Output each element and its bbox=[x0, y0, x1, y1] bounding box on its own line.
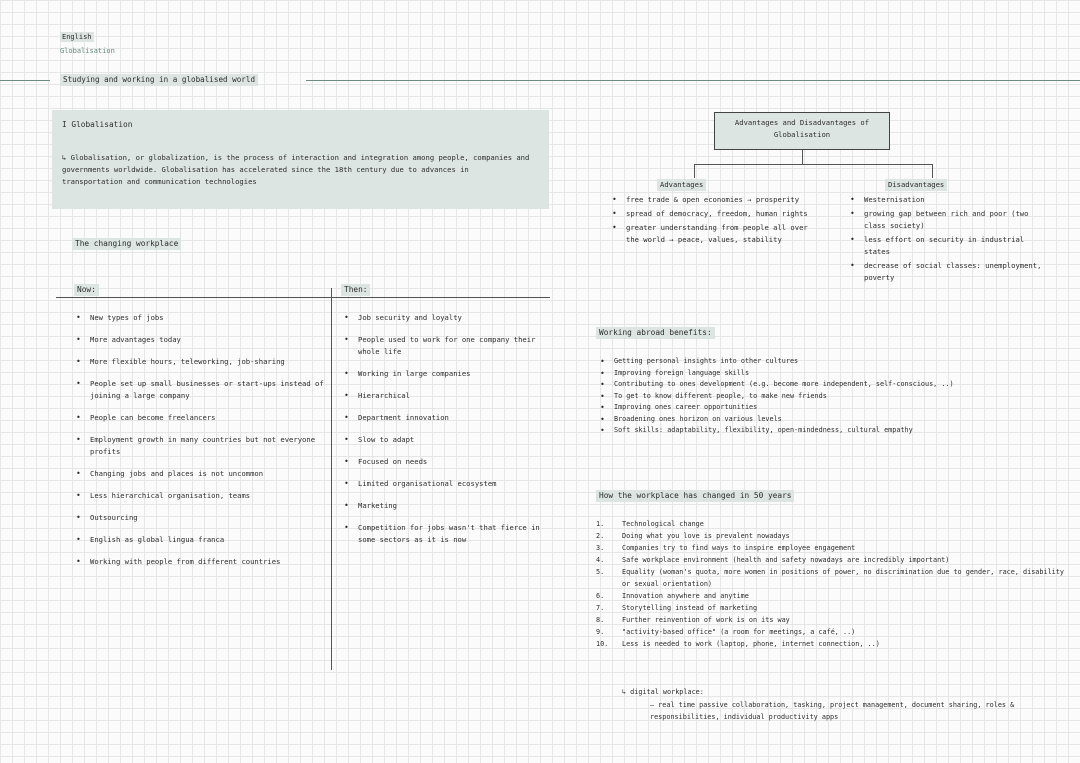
abroad-item: • Improving foreign language skills bbox=[600, 368, 1070, 380]
advantages-label: Advantages bbox=[657, 179, 706, 191]
workplace-title: The changing workplace bbox=[72, 238, 181, 250]
change-item-number: 10. bbox=[596, 640, 609, 648]
change-item-text: Doing what you love is prevalent nowadays bbox=[622, 532, 790, 540]
change-item bbox=[596, 554, 1066, 566]
now-item: • People set up small businesses or start-ups instead of joining a large company bbox=[76, 378, 326, 402]
advdis-tree-right bbox=[932, 164, 933, 178]
workplace-rule bbox=[56, 297, 550, 298]
definition-text: ↳ Globalisation, or globalization, is the process of interaction and integration among people, companies and governments worldwide. Globalisation has accelerated since the 18th century due to advances in transportation and communication technologies bbox=[62, 153, 530, 186]
change-item-text: Further reinvention of work is on its way bbox=[622, 616, 790, 624]
header-rule-right bbox=[306, 80, 1080, 81]
then-list bbox=[344, 312, 554, 556]
advdis-tree-stem bbox=[802, 150, 803, 164]
page-heading: Studying and working in a globalised world bbox=[60, 74, 258, 86]
disadvantages-label: Disadvantages bbox=[885, 179, 947, 191]
change-item-text: Storytelling instead of marketing bbox=[622, 604, 758, 612]
change-item bbox=[596, 602, 1066, 614]
abroad-item: • To get to know different people, to make new friends bbox=[600, 391, 1070, 403]
now-item: • Changing jobs and places is not uncommon bbox=[76, 468, 326, 480]
change-item-text: Less is needed to work (laptop, phone, internet connection, ..) bbox=[622, 640, 880, 648]
disadvantage-item: • Westernisation bbox=[850, 194, 1050, 206]
definition-title: I Globalisation bbox=[62, 120, 133, 129]
change-item bbox=[596, 566, 1066, 590]
change-item bbox=[596, 614, 1066, 626]
now-item: • Working with people from different countries bbox=[76, 556, 326, 568]
now-item: • More advantages today bbox=[76, 334, 326, 346]
change-item bbox=[596, 542, 1066, 554]
then-item: • Working in large companies bbox=[344, 368, 554, 380]
subject-label: English bbox=[62, 33, 92, 41]
change-item-text: Equality (woman's quota, more women in positions of power, no discrimination due to gender, race, disability or sexual orientation) bbox=[622, 568, 1064, 588]
then-item: • Limited organisational ecosystem bbox=[344, 478, 554, 490]
then-item: • Department innovation bbox=[344, 412, 554, 424]
advdis-tree-left bbox=[694, 164, 695, 178]
then-label: Then: bbox=[341, 284, 370, 296]
changes-sub: ↳ digital workplace: bbox=[622, 688, 704, 696]
change-item bbox=[596, 590, 1066, 602]
now-item: • More flexible hours, teleworking, job-sharing bbox=[76, 356, 326, 368]
abroad-item: • Broadening ones horizon on various levels bbox=[600, 414, 1070, 426]
abroad-item: • Improving ones career opportunities bbox=[600, 402, 1070, 414]
change-item bbox=[596, 518, 1066, 530]
abroad-title: Working abroad benefits: bbox=[596, 327, 715, 339]
change-item-text: Innovation anywhere and anytime bbox=[622, 592, 749, 600]
disadvantage-item: • growing gap between rich and poor (two class society) bbox=[850, 208, 1050, 232]
change-item-number: 8. bbox=[596, 616, 605, 624]
advdis-title-box: Advantages and Disadvantages of Globalisation bbox=[714, 112, 890, 150]
abroad-list bbox=[600, 356, 1070, 437]
advdis-tree-bar bbox=[694, 164, 932, 165]
abroad-item: • Soft skills: adaptability, flexibility, open-mindedness, cultural empathy bbox=[600, 425, 1070, 437]
header-rule-left bbox=[0, 80, 50, 81]
change-item-text: "activity-based office" (a room for meetings, a café, ..) bbox=[622, 628, 856, 636]
then-item: • Hierarchical bbox=[344, 390, 554, 402]
advantage-item: • free trade & open economies → prosperity bbox=[612, 194, 812, 206]
now-item: • Employment growth in many countries but not everyone profits bbox=[76, 434, 326, 458]
change-item-number: 7. bbox=[596, 604, 605, 612]
advantages-list bbox=[612, 194, 812, 248]
advantage-item: • greater understanding from people all over the world → peace, values, stability bbox=[612, 222, 812, 246]
then-item: • Competition for jobs wasn't that fierce in some sectors as it is now bbox=[344, 522, 554, 546]
then-item: • Slow to adapt bbox=[344, 434, 554, 446]
then-item: • Job security and loyalty bbox=[344, 312, 554, 324]
change-item-number: 2. bbox=[596, 532, 605, 540]
change-item-text: Technological change bbox=[622, 520, 704, 528]
change-item-number: 6. bbox=[596, 592, 605, 600]
disadvantage-item: • decrease of social classes: unemployment, poverty bbox=[850, 260, 1050, 284]
advantage-item: • spread of democracy, freedom, human rights bbox=[612, 208, 812, 220]
changes-list bbox=[596, 518, 1066, 650]
change-item-number: 4. bbox=[596, 556, 605, 564]
change-item-number: 9. bbox=[596, 628, 605, 636]
disadvantages-list bbox=[850, 194, 1050, 286]
now-item: • Less hierarchical organisation, teams bbox=[76, 490, 326, 502]
change-item-number: 5. bbox=[596, 568, 605, 576]
then-item: • Marketing bbox=[344, 500, 554, 512]
change-item-text: Safe workplace environment (health and safety nowadays are incredibly important) bbox=[622, 556, 950, 564]
now-list bbox=[76, 312, 326, 578]
change-item bbox=[596, 638, 1066, 650]
workplace-divider bbox=[331, 288, 332, 670]
now-item: • Outsourcing bbox=[76, 512, 326, 524]
abroad-item: • Contributing to ones development (e.g. become more independent, self-conscious, ..) bbox=[600, 379, 1070, 391]
change-item bbox=[596, 626, 1066, 638]
changes-subsub: – real time passive collaboration, tasking, project management, document sharing, roles & responsibilities, individual productivity apps bbox=[650, 701, 1015, 721]
topic-label: Globalisation bbox=[60, 47, 115, 55]
abroad-item: • Getting personal insights into other cultures bbox=[600, 356, 1070, 368]
disadvantage-item: • less effort on security in industrial states bbox=[850, 234, 1050, 258]
then-item: • People used to work for one company their whole life bbox=[344, 334, 554, 358]
change-item-text: Companies try to find ways to inspire employee engagement bbox=[622, 544, 856, 552]
change-item-number: 3. bbox=[596, 544, 605, 552]
then-item: • Focused on needs bbox=[344, 456, 554, 468]
changes-title: How the workplace has changed in 50 years bbox=[596, 490, 794, 502]
now-label: Now: bbox=[74, 284, 99, 296]
change-item-number: 1. bbox=[596, 520, 605, 528]
now-item: • People can become freelancers bbox=[76, 412, 326, 424]
change-item bbox=[596, 530, 1066, 542]
now-item: • New types of jobs bbox=[76, 312, 326, 324]
now-item: • English as global lingua franca bbox=[76, 534, 326, 546]
